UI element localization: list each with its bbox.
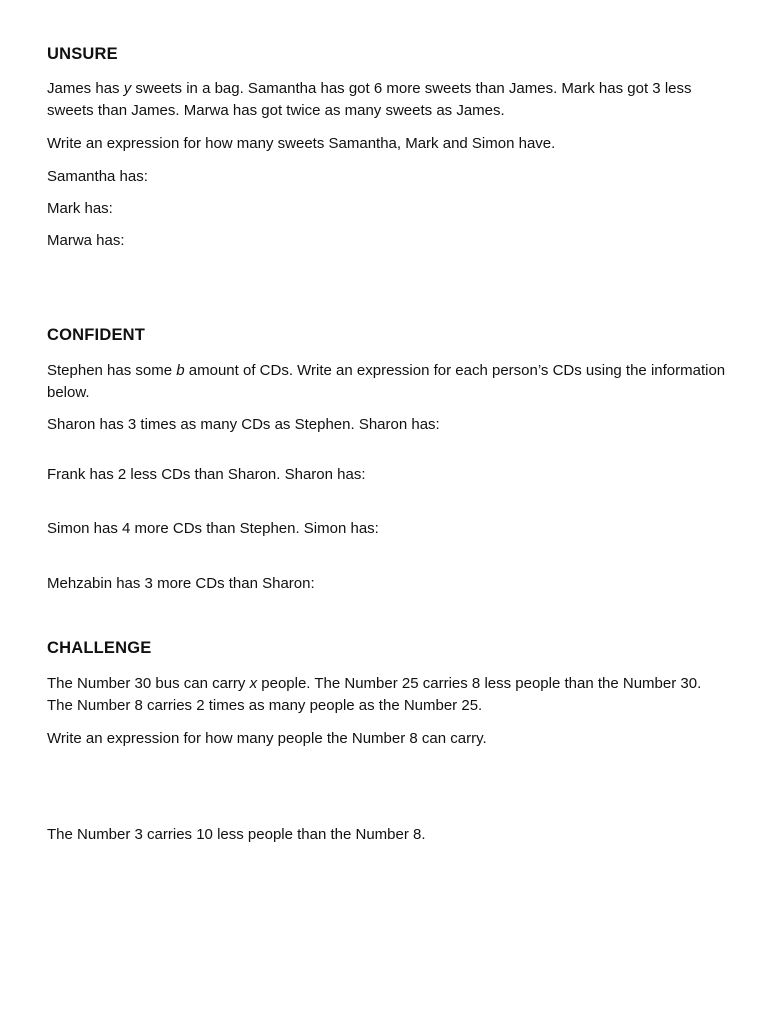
unsure-instruction: Write an expression for how many sweets Samantha, Mark and Simon have.: [47, 135, 556, 152]
challenge-intro: The Number 30 bus can carry x people. The Number 25 carries 8 less people than the Number 30. The Number 8 carries 2 times as many people as the Number 25.: [47, 675, 702, 714]
unsure-answer-samantha: Samantha has:: [47, 168, 148, 185]
confident-intro: Stephen has some b amount of CDs. Write an expression for each person’s CDs using the information below.: [47, 362, 726, 401]
challenge-number-3: The Number 3 carries 10 less people than the Number 8.: [47, 826, 426, 843]
section-heading-confident: CONFIDENT: [47, 326, 146, 344]
confident-simon: Simon has 4 more CDs than Stephen. Simon has:: [47, 520, 379, 537]
confident-mehzabin: Mehzabin has 3 more CDs than Sharon:: [47, 575, 315, 592]
challenge-instruction: Write an expression for how many people the Number 8 can carry.: [47, 730, 487, 747]
variable-y: y: [123, 80, 132, 97]
variable-x: x: [249, 675, 258, 692]
section-heading-unsure: UNSURE: [47, 45, 118, 63]
confident-frank: Frank has 2 less CDs than Sharon. Sharon has:: [47, 466, 366, 483]
variable-b: b: [176, 362, 185, 379]
unsure-intro: James has y sweets in a bag. Samantha has got 6 more sweets than James. Mark has got 3 less sweets than James. Marwa has got twice as many sweets as James.: [47, 80, 692, 119]
unsure-answer-mark: Mark has:: [47, 200, 113, 217]
confident-sharon: Sharon has 3 times as many CDs as Stephen. Sharon has:: [47, 416, 440, 433]
unsure-answer-marwa: Marwa has:: [47, 232, 125, 249]
section-heading-challenge: CHALLENGE: [47, 639, 152, 657]
